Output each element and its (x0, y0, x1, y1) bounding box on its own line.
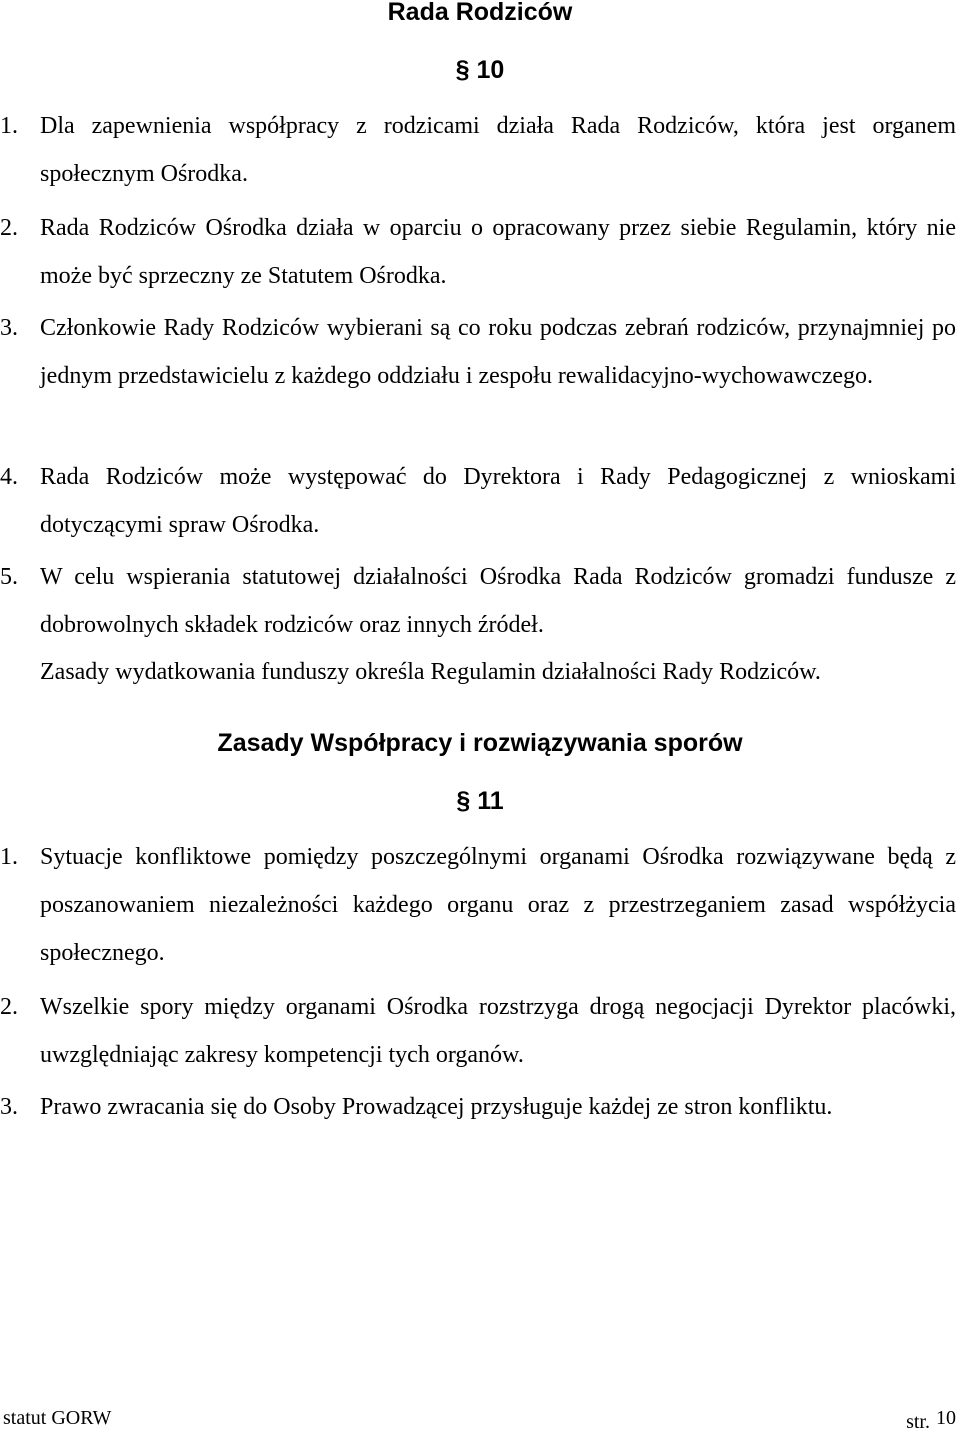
funding-note: Zasady wydatkowania funduszy określa Regulamin działalności Rady Rodziców. (40, 659, 821, 685)
section-title-zasady-wspolpracy: Zasady Współpracy i rozwiązywania sporów (217, 729, 743, 757)
list-item-text: Rada Rodziców może występować do Dyrektora i Rady Pedagogicznej z wnioskami dotyczącymi spraw Ośrodka. (40, 464, 956, 538)
list-item-number: 5. (0, 564, 18, 590)
list-item-number: 3. (0, 315, 18, 341)
list-item-text: Rada Rodziców Ośrodka działa w oparciu o opracowany przez siebie Regulamin, który nie może być sprzeczny ze Statutem Ośrodka. (40, 215, 956, 289)
footer-page-label: str. (906, 1411, 930, 1433)
section-title-rada-rodzicow: Rada Rodziców (387, 0, 573, 26)
list-item-number: 2. (0, 215, 18, 241)
list-item-text: Prawo zwracania się do Osoby Prowadzącej przysługuje każdej ze stron konfliktu. (40, 1094, 833, 1120)
list-item-text: Członkowie Rady Rodziców wybierani są co roku podczas zebrań rodziców, przynajmniej po jednym przedstawicielu z każdego oddziału i zespołu rewalidacyjno-wychowawczego. (40, 315, 956, 389)
list-item-text: Sytuacje konfliktowe pomiędzy poszczególnymi organami Ośrodka rozwiązywane będą z poszanowaniem niezależności każdego organu oraz z przestrzeganiem zasad współżycia społecznego. (40, 844, 956, 966)
paragraph-number-10: § 10 (455, 56, 505, 84)
list-item-number: 1. (0, 844, 18, 870)
list-item-number: 2. (0, 994, 18, 1020)
footer-page-number: 10 (936, 1407, 956, 1429)
paragraph-number-11: § 11 (456, 787, 504, 815)
list-item-number: 1. (0, 113, 18, 139)
list-item-text: W celu wspierania statutowej działalności Ośrodka Rada Rodziców gromadzi fundusze z dobrowolnych składek rodziców oraz innych źródeł. (40, 564, 956, 638)
list-item-number: 3. (0, 1094, 18, 1120)
footer-document-name: statut GORW (3, 1407, 112, 1429)
list-item-number: 4. (0, 464, 18, 490)
list-item-text: Wszelkie spory między organami Ośrodka rozstrzyga drogą negocjacji Dyrektor placówki, uwzględniając zakresy kompetencji tych organów. (40, 994, 956, 1068)
list-item-text: Dla zapewnienia współpracy z rodzicami działa Rada Rodziców, która jest organem społecznym Ośrodka. (40, 113, 956, 187)
